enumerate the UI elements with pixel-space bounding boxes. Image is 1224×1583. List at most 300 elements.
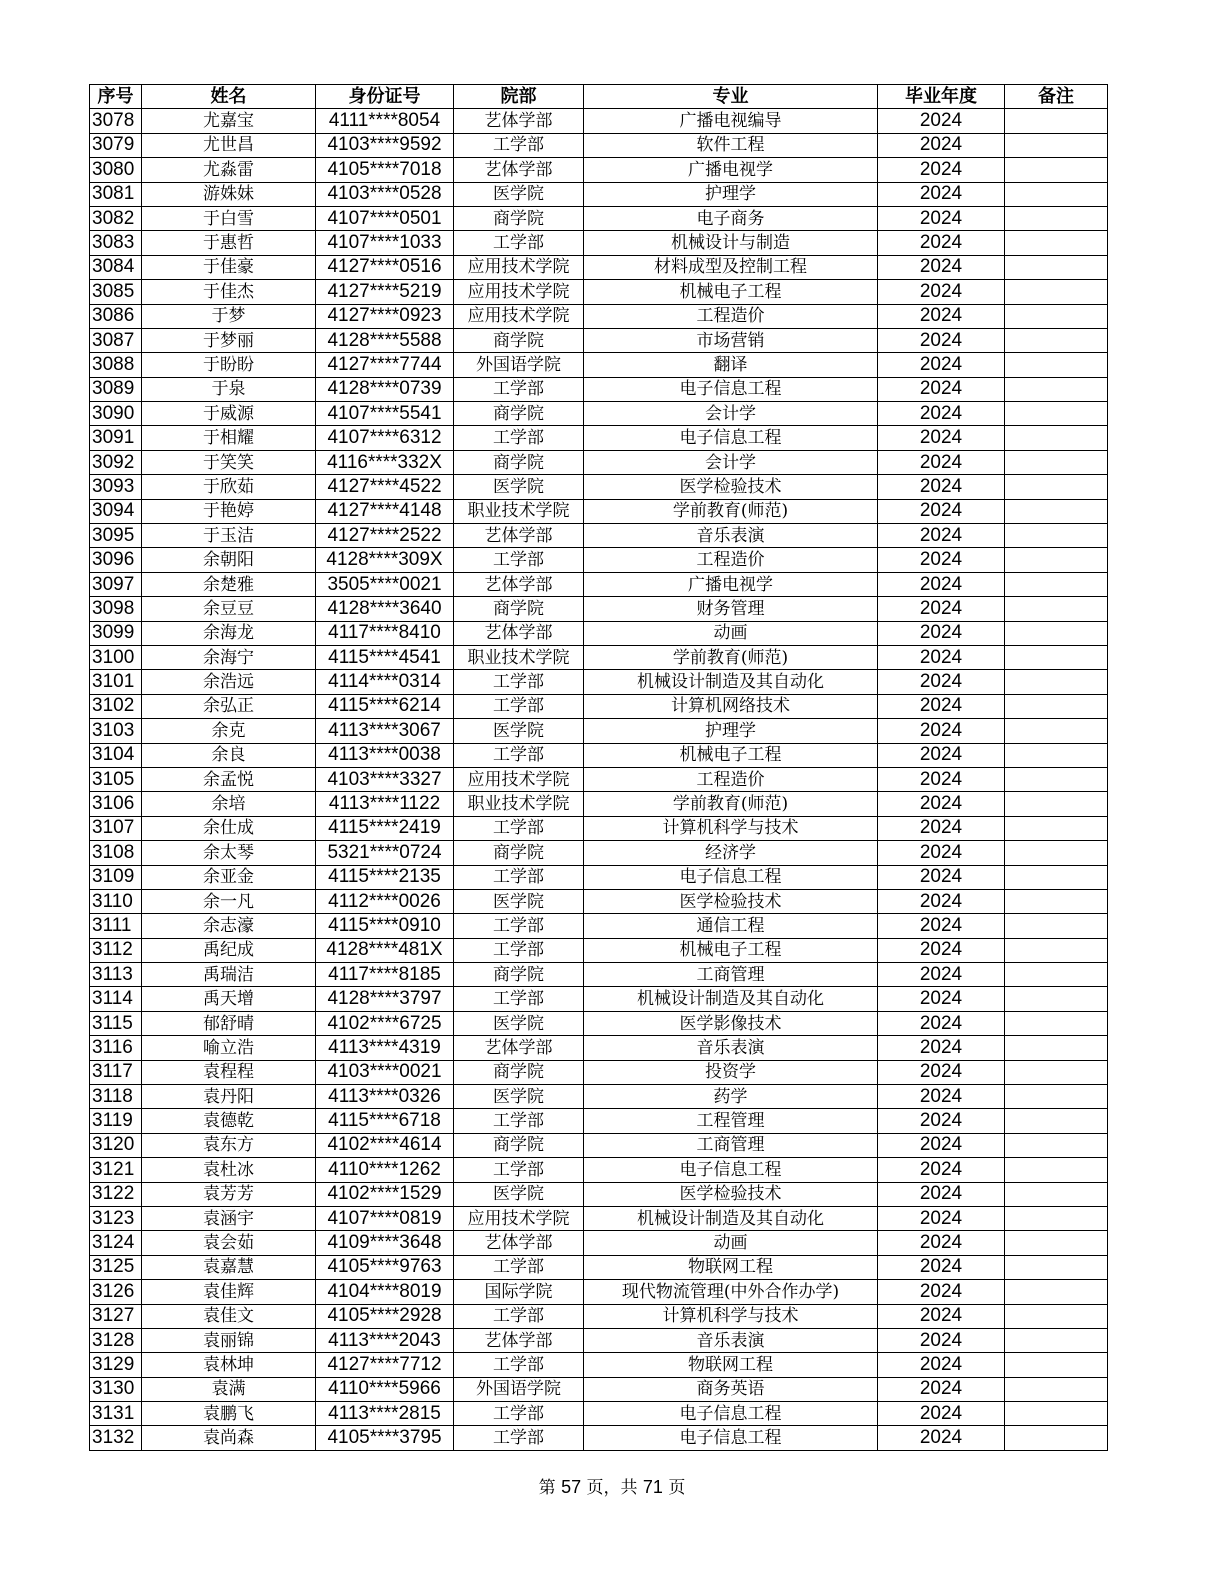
cell-department: 艺体学部 bbox=[454, 1036, 584, 1060]
cell-id-number: 4105****2928 bbox=[316, 1304, 454, 1328]
cell-index: 3107 bbox=[90, 816, 142, 840]
cell-department: 应用技术学院 bbox=[454, 1206, 584, 1230]
cell-name: 尤世昌 bbox=[142, 133, 316, 157]
cell-remarks bbox=[1005, 621, 1108, 645]
cell-index: 3106 bbox=[90, 792, 142, 816]
cell-index: 3093 bbox=[90, 475, 142, 499]
table-row bbox=[90, 1036, 1108, 1060]
header-department: 院部 bbox=[454, 85, 584, 109]
cell-graduation-year: 2024 bbox=[878, 1182, 1005, 1206]
cell-id-number: 4107****1033 bbox=[316, 231, 454, 255]
cell-index: 3098 bbox=[90, 597, 142, 621]
cell-id-number: 4113****2815 bbox=[316, 1402, 454, 1426]
cell-graduation-year: 2024 bbox=[878, 743, 1005, 767]
cell-major: 电子信息工程 bbox=[584, 1158, 878, 1182]
cell-index: 3121 bbox=[90, 1158, 142, 1182]
cell-remarks bbox=[1005, 914, 1108, 938]
cell-department: 工学部 bbox=[454, 987, 584, 1011]
table-row bbox=[90, 231, 1108, 255]
cell-remarks bbox=[1005, 1036, 1108, 1060]
cell-id-number: 4127****2522 bbox=[316, 524, 454, 548]
cell-department: 医学院 bbox=[454, 475, 584, 499]
cell-graduation-year: 2024 bbox=[878, 816, 1005, 840]
cell-major: 工程造价 bbox=[584, 304, 878, 328]
cell-id-number: 4111****8054 bbox=[316, 109, 454, 133]
cell-id-number: 4115****2419 bbox=[316, 816, 454, 840]
table-row bbox=[90, 792, 1108, 816]
table-row bbox=[90, 1353, 1108, 1377]
cell-index: 3078 bbox=[90, 109, 142, 133]
cell-id-number: 4113****2043 bbox=[316, 1328, 454, 1352]
cell-name: 于盼盼 bbox=[142, 353, 316, 377]
cell-major: 音乐表演 bbox=[584, 524, 878, 548]
cell-graduation-year: 2024 bbox=[878, 597, 1005, 621]
cell-index: 3095 bbox=[90, 524, 142, 548]
cell-major: 会计学 bbox=[584, 450, 878, 474]
cell-graduation-year: 2024 bbox=[878, 1060, 1005, 1084]
cell-major: 电子信息工程 bbox=[584, 1402, 878, 1426]
cell-index: 3086 bbox=[90, 304, 142, 328]
cell-remarks bbox=[1005, 987, 1108, 1011]
table-row bbox=[90, 499, 1108, 523]
cell-remarks bbox=[1005, 1280, 1108, 1304]
cell-graduation-year: 2024 bbox=[878, 524, 1005, 548]
cell-major: 市场营销 bbox=[584, 328, 878, 352]
cell-major: 动画 bbox=[584, 621, 878, 645]
cell-id-number: 4109****3648 bbox=[316, 1231, 454, 1255]
cell-id-number: 4115****6718 bbox=[316, 1109, 454, 1133]
table-row bbox=[90, 572, 1108, 596]
cell-major: 计算机网络技术 bbox=[584, 694, 878, 718]
cell-graduation-year: 2024 bbox=[878, 499, 1005, 523]
cell-department: 工学部 bbox=[454, 1304, 584, 1328]
cell-graduation-year: 2024 bbox=[878, 158, 1005, 182]
table-row bbox=[90, 353, 1108, 377]
cell-id-number: 4128****481X bbox=[316, 938, 454, 962]
cell-name: 余太琴 bbox=[142, 841, 316, 865]
cell-remarks bbox=[1005, 1328, 1108, 1352]
cell-major: 电子商务 bbox=[584, 206, 878, 230]
cell-id-number: 4128****3640 bbox=[316, 597, 454, 621]
cell-index: 3084 bbox=[90, 255, 142, 279]
cell-id-number: 4102****1529 bbox=[316, 1182, 454, 1206]
cell-graduation-year: 2024 bbox=[878, 1353, 1005, 1377]
cell-graduation-year: 2024 bbox=[878, 1158, 1005, 1182]
table-row bbox=[90, 206, 1108, 230]
cell-id-number: 4102****6725 bbox=[316, 1011, 454, 1035]
cell-department: 工学部 bbox=[454, 865, 584, 889]
cell-department: 艺体学部 bbox=[454, 524, 584, 548]
cell-remarks bbox=[1005, 133, 1108, 157]
cell-major: 护理学 bbox=[584, 182, 878, 206]
table-row bbox=[90, 1377, 1108, 1401]
cell-name: 余良 bbox=[142, 743, 316, 767]
cell-name: 于梦 bbox=[142, 304, 316, 328]
table-row bbox=[90, 1060, 1108, 1084]
cell-name: 喻立浩 bbox=[142, 1036, 316, 1060]
header-row bbox=[90, 85, 1108, 109]
cell-remarks bbox=[1005, 450, 1108, 474]
cell-id-number: 4110****5966 bbox=[316, 1377, 454, 1401]
cell-index: 3088 bbox=[90, 353, 142, 377]
cell-name: 禹纪成 bbox=[142, 938, 316, 962]
cell-name: 袁丹阳 bbox=[142, 1085, 316, 1109]
cell-index: 3091 bbox=[90, 426, 142, 450]
cell-department: 工学部 bbox=[454, 670, 584, 694]
cell-department: 艺体学部 bbox=[454, 572, 584, 596]
cell-name: 余亚金 bbox=[142, 865, 316, 889]
cell-name: 余仕成 bbox=[142, 816, 316, 840]
cell-major: 材料成型及控制工程 bbox=[584, 255, 878, 279]
cell-remarks bbox=[1005, 645, 1108, 669]
cell-name: 尤嘉宝 bbox=[142, 109, 316, 133]
cell-name: 袁佳文 bbox=[142, 1304, 316, 1328]
cell-remarks bbox=[1005, 572, 1108, 596]
cell-graduation-year: 2024 bbox=[878, 963, 1005, 987]
cell-id-number: 4117****8410 bbox=[316, 621, 454, 645]
cell-index: 3128 bbox=[90, 1328, 142, 1352]
cell-index: 3115 bbox=[90, 1011, 142, 1035]
cell-id-number: 4103****3327 bbox=[316, 767, 454, 791]
table-row bbox=[90, 743, 1108, 767]
cell-name: 余朝阳 bbox=[142, 548, 316, 572]
cell-remarks bbox=[1005, 597, 1108, 621]
cell-graduation-year: 2024 bbox=[878, 1011, 1005, 1035]
table-row bbox=[90, 1402, 1108, 1426]
cell-department: 工学部 bbox=[454, 914, 584, 938]
cell-remarks bbox=[1005, 816, 1108, 840]
cell-graduation-year: 2024 bbox=[878, 182, 1005, 206]
cell-index: 3120 bbox=[90, 1133, 142, 1157]
cell-remarks bbox=[1005, 841, 1108, 865]
cell-name: 于相耀 bbox=[142, 426, 316, 450]
cell-index: 3082 bbox=[90, 206, 142, 230]
cell-major: 工商管理 bbox=[584, 1133, 878, 1157]
cell-graduation-year: 2024 bbox=[878, 1036, 1005, 1060]
table-row bbox=[90, 402, 1108, 426]
cell-major: 计算机科学与技术 bbox=[584, 1304, 878, 1328]
cell-graduation-year: 2024 bbox=[878, 889, 1005, 913]
cell-graduation-year: 2024 bbox=[878, 1402, 1005, 1426]
table-row bbox=[90, 475, 1108, 499]
cell-id-number: 4110****1262 bbox=[316, 1158, 454, 1182]
table-row bbox=[90, 1109, 1108, 1133]
cell-name: 袁芳芳 bbox=[142, 1182, 316, 1206]
cell-remarks bbox=[1005, 255, 1108, 279]
cell-remarks bbox=[1005, 182, 1108, 206]
cell-major: 商务英语 bbox=[584, 1377, 878, 1401]
cell-major: 财务管理 bbox=[584, 597, 878, 621]
cell-department: 应用技术学院 bbox=[454, 767, 584, 791]
cell-index: 3124 bbox=[90, 1231, 142, 1255]
cell-name: 余克 bbox=[142, 719, 316, 743]
cell-remarks bbox=[1005, 767, 1108, 791]
cell-remarks bbox=[1005, 1158, 1108, 1182]
cell-id-number: 4127****4148 bbox=[316, 499, 454, 523]
cell-index: 3097 bbox=[90, 572, 142, 596]
cell-index: 3096 bbox=[90, 548, 142, 572]
cell-department: 商学院 bbox=[454, 597, 584, 621]
table-row bbox=[90, 182, 1108, 206]
cell-name: 袁佳辉 bbox=[142, 1280, 316, 1304]
cell-id-number: 4115****6214 bbox=[316, 694, 454, 718]
cell-remarks bbox=[1005, 1011, 1108, 1035]
cell-graduation-year: 2024 bbox=[878, 206, 1005, 230]
cell-id-number: 4113****1122 bbox=[316, 792, 454, 816]
cell-id-number: 4127****5219 bbox=[316, 280, 454, 304]
cell-major: 工程造价 bbox=[584, 548, 878, 572]
cell-index: 3111 bbox=[90, 914, 142, 938]
cell-index: 3104 bbox=[90, 743, 142, 767]
cell-department: 医学院 bbox=[454, 719, 584, 743]
table-row bbox=[90, 255, 1108, 279]
cell-department: 应用技术学院 bbox=[454, 255, 584, 279]
cell-department: 医学院 bbox=[454, 1011, 584, 1035]
cell-name: 袁会茹 bbox=[142, 1231, 316, 1255]
cell-remarks bbox=[1005, 719, 1108, 743]
table-row bbox=[90, 1206, 1108, 1230]
cell-department: 艺体学部 bbox=[454, 621, 584, 645]
cell-index: 3092 bbox=[90, 450, 142, 474]
cell-major: 机械设计制造及其自动化 bbox=[584, 670, 878, 694]
cell-major: 翻译 bbox=[584, 353, 878, 377]
cell-index: 3080 bbox=[90, 158, 142, 182]
cell-name: 于笑笑 bbox=[142, 450, 316, 474]
cell-graduation-year: 2024 bbox=[878, 426, 1005, 450]
cell-major: 工商管理 bbox=[584, 963, 878, 987]
cell-major: 电子信息工程 bbox=[584, 865, 878, 889]
table-row bbox=[90, 694, 1108, 718]
cell-graduation-year: 2024 bbox=[878, 402, 1005, 426]
header-id-number: 身份证号 bbox=[316, 85, 454, 109]
cell-name: 余孟悦 bbox=[142, 767, 316, 791]
cell-major: 工程管理 bbox=[584, 1109, 878, 1133]
cell-id-number: 4113****3067 bbox=[316, 719, 454, 743]
cell-graduation-year: 2024 bbox=[878, 1133, 1005, 1157]
cell-major: 广播电视学 bbox=[584, 158, 878, 182]
cell-graduation-year: 2024 bbox=[878, 133, 1005, 157]
page-footer bbox=[0, 1473, 1224, 1498]
cell-index: 3113 bbox=[90, 963, 142, 987]
cell-name: 禹瑞洁 bbox=[142, 963, 316, 987]
cell-remarks bbox=[1005, 231, 1108, 255]
cell-remarks bbox=[1005, 792, 1108, 816]
cell-graduation-year: 2024 bbox=[878, 767, 1005, 791]
cell-id-number: 4107****6312 bbox=[316, 426, 454, 450]
cell-department: 职业技术学院 bbox=[454, 792, 584, 816]
table-row bbox=[90, 304, 1108, 328]
table-row bbox=[90, 1085, 1108, 1109]
cell-index: 3087 bbox=[90, 328, 142, 352]
cell-department: 艺体学部 bbox=[454, 1328, 584, 1352]
cell-major: 机械设计与制造 bbox=[584, 231, 878, 255]
cell-id-number: 3505****0021 bbox=[316, 572, 454, 596]
cell-department: 国际学院 bbox=[454, 1280, 584, 1304]
cell-major: 物联网工程 bbox=[584, 1255, 878, 1279]
cell-graduation-year: 2024 bbox=[878, 353, 1005, 377]
cell-major: 电子信息工程 bbox=[584, 1426, 878, 1450]
cell-id-number: 4107****0501 bbox=[316, 206, 454, 230]
cell-major: 机械设计制造及其自动化 bbox=[584, 1206, 878, 1230]
cell-id-number: 4105****7018 bbox=[316, 158, 454, 182]
cell-department: 医学院 bbox=[454, 1085, 584, 1109]
cell-remarks bbox=[1005, 548, 1108, 572]
cell-index: 3129 bbox=[90, 1353, 142, 1377]
cell-id-number: 4128****5588 bbox=[316, 328, 454, 352]
cell-graduation-year: 2024 bbox=[878, 548, 1005, 572]
cell-id-number: 4115****2135 bbox=[316, 865, 454, 889]
cell-name: 袁满 bbox=[142, 1377, 316, 1401]
cell-id-number: 4103****0528 bbox=[316, 182, 454, 206]
cell-id-number: 4107****5541 bbox=[316, 402, 454, 426]
table-row bbox=[90, 524, 1108, 548]
cell-graduation-year: 2024 bbox=[878, 645, 1005, 669]
cell-graduation-year: 2024 bbox=[878, 1206, 1005, 1230]
cell-graduation-year: 2024 bbox=[878, 1377, 1005, 1401]
cell-department: 工学部 bbox=[454, 377, 584, 401]
cell-index: 3130 bbox=[90, 1377, 142, 1401]
cell-graduation-year: 2024 bbox=[878, 1426, 1005, 1450]
cell-major: 动画 bbox=[584, 1231, 878, 1255]
table-row bbox=[90, 816, 1108, 840]
table-row bbox=[90, 109, 1108, 133]
table-row bbox=[90, 377, 1108, 401]
cell-graduation-year: 2024 bbox=[878, 1280, 1005, 1304]
cell-remarks bbox=[1005, 1426, 1108, 1450]
cell-id-number: 4128****309X bbox=[316, 548, 454, 572]
cell-remarks bbox=[1005, 1353, 1108, 1377]
cell-department: 商学院 bbox=[454, 963, 584, 987]
cell-graduation-year: 2024 bbox=[878, 1231, 1005, 1255]
cell-department: 商学院 bbox=[454, 1060, 584, 1084]
cell-department: 艺体学部 bbox=[454, 109, 584, 133]
cell-major: 电子信息工程 bbox=[584, 377, 878, 401]
cell-name: 余一凡 bbox=[142, 889, 316, 913]
cell-department: 商学院 bbox=[454, 450, 584, 474]
cell-id-number: 4127****4522 bbox=[316, 475, 454, 499]
table-row bbox=[90, 328, 1108, 352]
table-row bbox=[90, 1231, 1108, 1255]
table-row bbox=[90, 767, 1108, 791]
cell-graduation-year: 2024 bbox=[878, 1304, 1005, 1328]
cell-id-number: 4116****332X bbox=[316, 450, 454, 474]
footer-prefix: 第 bbox=[538, 1478, 556, 1498]
cell-major: 电子信息工程 bbox=[584, 426, 878, 450]
cell-name: 于佳豪 bbox=[142, 255, 316, 279]
cell-graduation-year: 2024 bbox=[878, 987, 1005, 1011]
cell-id-number: 4127****0923 bbox=[316, 304, 454, 328]
table-row bbox=[90, 280, 1108, 304]
cell-index: 3083 bbox=[90, 231, 142, 255]
cell-major: 音乐表演 bbox=[584, 1328, 878, 1352]
graduate-roster-table bbox=[89, 84, 1108, 1451]
cell-major: 会计学 bbox=[584, 402, 878, 426]
cell-name: 于欣茹 bbox=[142, 475, 316, 499]
cell-graduation-year: 2024 bbox=[878, 328, 1005, 352]
header-remarks: 备注 bbox=[1005, 85, 1108, 109]
cell-id-number: 4105****9763 bbox=[316, 1255, 454, 1279]
cell-index: 3117 bbox=[90, 1060, 142, 1084]
cell-department: 工学部 bbox=[454, 816, 584, 840]
cell-id-number: 4113****0326 bbox=[316, 1085, 454, 1109]
table-row bbox=[90, 597, 1108, 621]
cell-major: 音乐表演 bbox=[584, 1036, 878, 1060]
cell-department: 外国语学院 bbox=[454, 1377, 584, 1401]
table-row bbox=[90, 1304, 1108, 1328]
table-row bbox=[90, 450, 1108, 474]
cell-major: 经济学 bbox=[584, 841, 878, 865]
cell-index: 3131 bbox=[90, 1402, 142, 1426]
cell-graduation-year: 2024 bbox=[878, 1085, 1005, 1109]
cell-graduation-year: 2024 bbox=[878, 1328, 1005, 1352]
cell-department: 医学院 bbox=[454, 1182, 584, 1206]
cell-name: 余海宁 bbox=[142, 645, 316, 669]
cell-index: 3102 bbox=[90, 694, 142, 718]
cell-index: 3127 bbox=[90, 1304, 142, 1328]
table-row bbox=[90, 548, 1108, 572]
cell-remarks bbox=[1005, 1377, 1108, 1401]
cell-index: 3125 bbox=[90, 1255, 142, 1279]
cell-department: 医学院 bbox=[454, 182, 584, 206]
cell-index: 3112 bbox=[90, 938, 142, 962]
cell-remarks bbox=[1005, 938, 1108, 962]
cell-id-number: 4114****0314 bbox=[316, 670, 454, 694]
cell-index: 3089 bbox=[90, 377, 142, 401]
cell-graduation-year: 2024 bbox=[878, 255, 1005, 279]
cell-id-number: 4127****7744 bbox=[316, 353, 454, 377]
cell-remarks bbox=[1005, 206, 1108, 230]
cell-id-number: 4128****3797 bbox=[316, 987, 454, 1011]
cell-index: 3109 bbox=[90, 865, 142, 889]
roster-body bbox=[90, 109, 1108, 1450]
table-row bbox=[90, 1328, 1108, 1352]
cell-index: 3094 bbox=[90, 499, 142, 523]
footer-suffix: 页 bbox=[668, 1478, 686, 1498]
cell-department: 工学部 bbox=[454, 1402, 584, 1426]
table-row bbox=[90, 1182, 1108, 1206]
cell-index: 3119 bbox=[90, 1109, 142, 1133]
table-row bbox=[90, 987, 1108, 1011]
cell-major: 工程造价 bbox=[584, 767, 878, 791]
cell-department: 工学部 bbox=[454, 1426, 584, 1450]
table-row bbox=[90, 719, 1108, 743]
cell-graduation-year: 2024 bbox=[878, 109, 1005, 133]
cell-department: 外国语学院 bbox=[454, 353, 584, 377]
table-row bbox=[90, 889, 1108, 913]
table-row bbox=[90, 914, 1108, 938]
footer-page-number: 57 bbox=[561, 1477, 582, 1497]
cell-id-number: 4128****0739 bbox=[316, 377, 454, 401]
cell-remarks bbox=[1005, 1060, 1108, 1084]
cell-index: 3099 bbox=[90, 621, 142, 645]
cell-department: 工学部 bbox=[454, 1255, 584, 1279]
cell-index: 3132 bbox=[90, 1426, 142, 1450]
cell-remarks bbox=[1005, 963, 1108, 987]
cell-department: 工学部 bbox=[454, 694, 584, 718]
table-row bbox=[90, 133, 1108, 157]
cell-major: 医学检验技术 bbox=[584, 475, 878, 499]
cell-remarks bbox=[1005, 1304, 1108, 1328]
cell-remarks bbox=[1005, 865, 1108, 889]
cell-department: 工学部 bbox=[454, 231, 584, 255]
table-row bbox=[90, 1158, 1108, 1182]
cell-graduation-year: 2024 bbox=[878, 475, 1005, 499]
cell-department: 应用技术学院 bbox=[454, 304, 584, 328]
cell-index: 3123 bbox=[90, 1206, 142, 1230]
cell-graduation-year: 2024 bbox=[878, 914, 1005, 938]
cell-remarks bbox=[1005, 158, 1108, 182]
table-row bbox=[90, 963, 1108, 987]
